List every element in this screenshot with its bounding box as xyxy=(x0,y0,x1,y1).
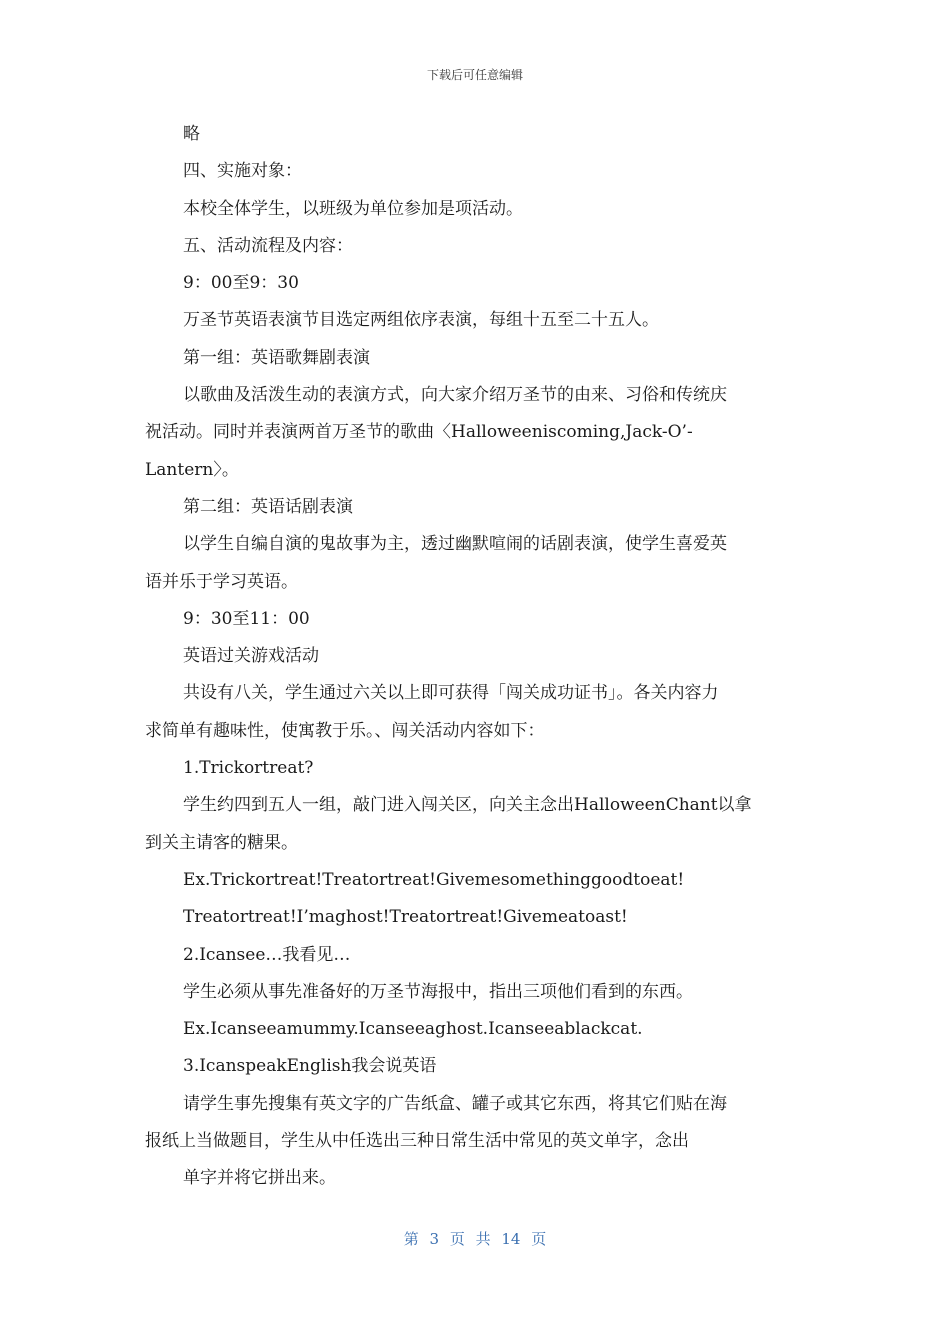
text-line: Ex.Trickortreat!Treatortreat!Givemesomethinggoodtoeat! xyxy=(183,869,685,890)
text-line: 祝活动。同时并表演两首万圣节的歌曲〈Halloweeniscoming,Jack-O’- xyxy=(145,422,693,443)
text-line: 9：00至9：30 xyxy=(183,273,299,294)
text-line: 请学生事先搜集有英文字的广告纸盒、罐子或其它东西，将其它们贴在海 xyxy=(183,1093,727,1114)
text-line: 2.Icansee…我看见… xyxy=(183,944,351,965)
text-line: 英语过关游戏活动 xyxy=(183,646,319,667)
footer-label-end: 页 xyxy=(531,1230,547,1248)
text-line: 3.IcanspeakEnglish我会说英语 xyxy=(183,1056,437,1077)
text-line: 语并乐于学习英语。 xyxy=(145,571,298,592)
text-line: 第二组：英语话剧表演 xyxy=(183,496,353,517)
text-line: Treatortreat!I’maghost!Treatortreat!Givemeatoast! xyxy=(183,907,628,928)
footer-label-of: 页 共 xyxy=(449,1230,491,1248)
text-line: 单字并将它拼出来。 xyxy=(183,1168,336,1189)
text-line: 略 xyxy=(183,124,200,144)
text-line: 万圣节英语表演节目选定两组依序表演，每组十五至二十五人。 xyxy=(183,310,659,331)
text-line: 本校全体学生，以班级为单位参加是项活动。 xyxy=(183,198,523,219)
footer-current-page: 3 xyxy=(429,1230,440,1248)
page-footer xyxy=(0,1228,950,1249)
header-text: 下载后可任意编辑 xyxy=(426,68,523,82)
document-body xyxy=(145,116,805,1198)
text-line: 以歌曲及活泼生动的表演方式，向大家介绍万圣节的由来、习俗和传统庆 xyxy=(183,385,727,406)
footer-total-pages: 14 xyxy=(501,1230,521,1248)
text-line: Lantern〉。 xyxy=(145,459,239,480)
text-line: 到关主请客的糖果。 xyxy=(145,832,298,853)
text-line: Ex.Icanseeamummy.Icanseeaghost.Icanseeablackcat. xyxy=(183,1019,643,1040)
text-line: 共设有八关，学生通过六关以上即可获得「闯关成功证书」。各关内容力 xyxy=(183,683,719,704)
text-line: 学生必须从事先准备好的万圣节海报中，指出三项他们看到的东西。 xyxy=(183,981,693,1002)
text-line: 四、实施对象： xyxy=(183,161,302,182)
text-line: 学生约四到五人一组，敲门进入闯关区，向关主念出HalloweenChant以拿 xyxy=(183,795,752,816)
text-line: 以学生自编自演的鬼故事为主，透过幽默喧闹的话剧表演，使学生喜爱英 xyxy=(183,534,727,555)
text-line: 求简单有趣味性，使寓教于乐。、闯关活动内容如下： xyxy=(145,720,545,741)
text-line: 1.Trickortreat? xyxy=(183,758,314,779)
text-line: 报纸上当做题目，学生从中任选出三种日常生活中常见的英文单字，念出 xyxy=(145,1131,689,1152)
text-line: 五、活动流程及内容： xyxy=(183,235,353,256)
page-header xyxy=(0,66,950,83)
text-line: 9：30至11：00 xyxy=(183,608,310,629)
footer-label-page: 第 xyxy=(403,1230,419,1248)
text-line: 第一组：英语歌舞剧表演 xyxy=(183,347,370,368)
